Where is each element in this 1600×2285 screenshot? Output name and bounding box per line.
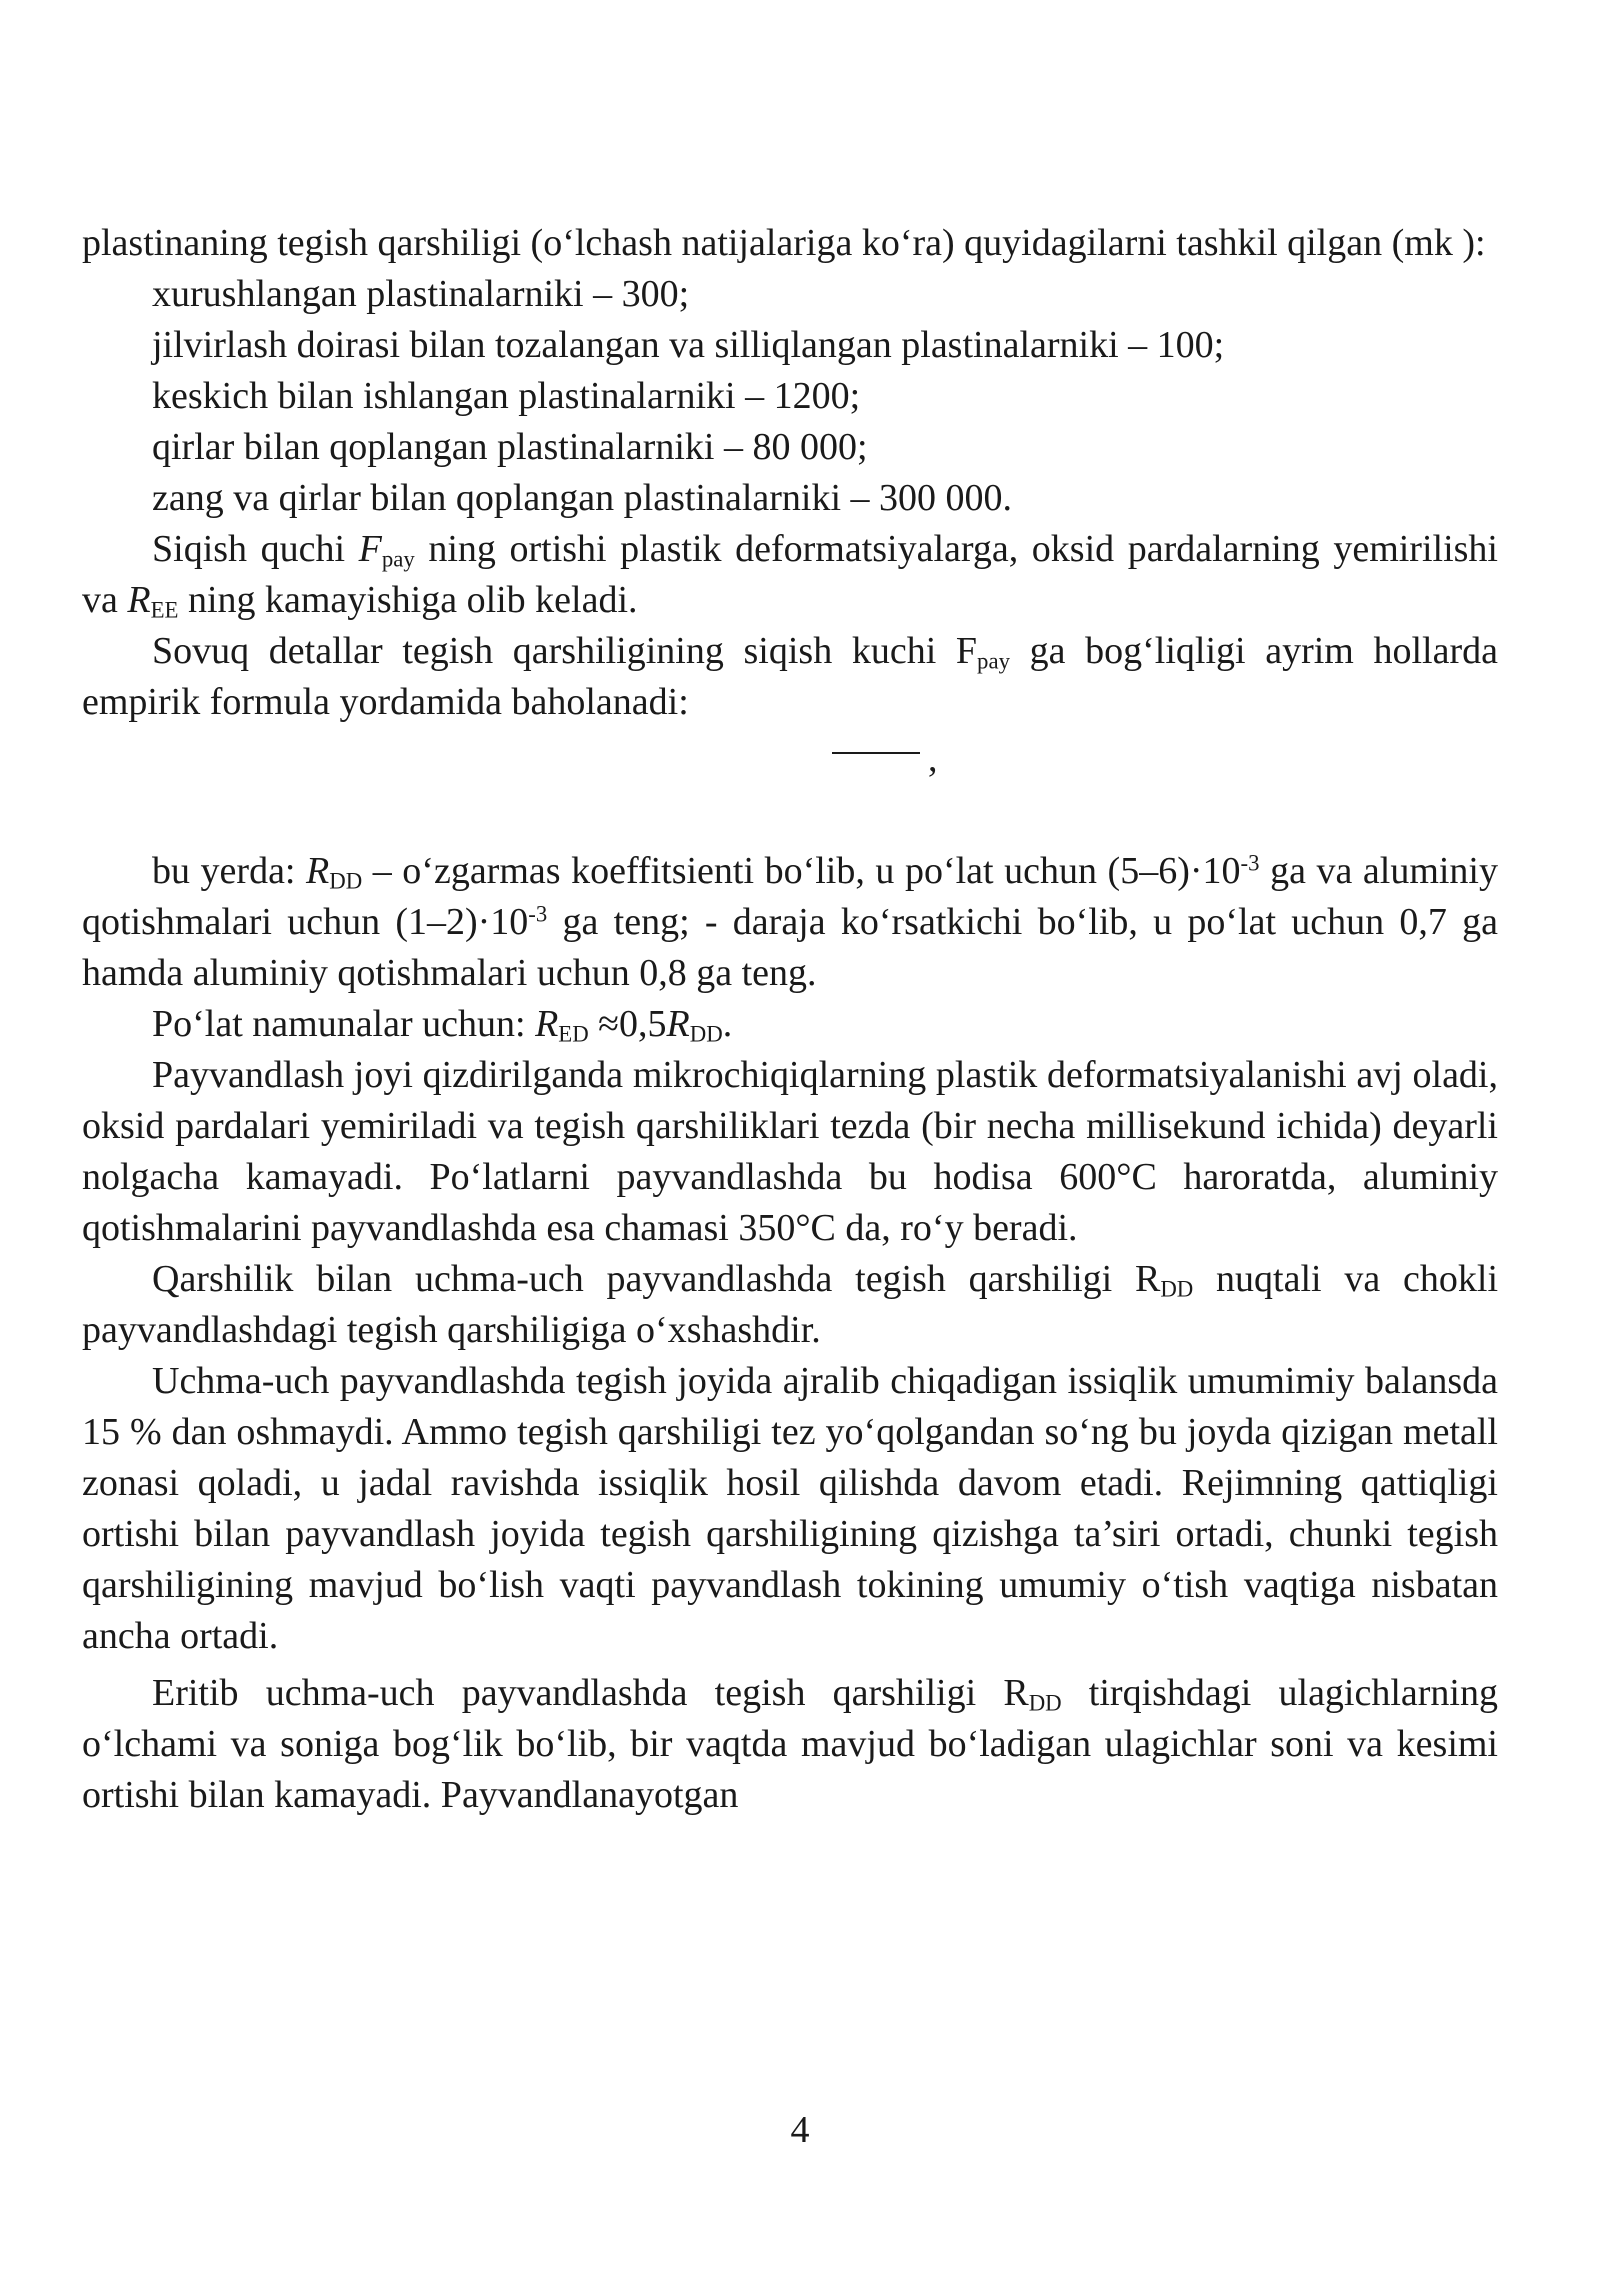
list-item: keskich bilan ishlangan plastinalarniki – 1200; bbox=[152, 375, 861, 417]
resistance-list bbox=[82, 269, 1498, 524]
formula bbox=[82, 728, 1498, 846]
paragraph-heating: Payvandlash joyi qizdirilganda mikrochiqiqlarning plastik deformatsiyalanishi avj oladi, oksid pardalari yemiriladi va tegish qarshiliklari tezda (bir necha millisekund ichida) deyarli nolgacha kamayadi. Po‘latlarni payvandlashda bu hodisa 600°C haroratda, aluminiy qotishmalarini payvandlashda esa chamasi 350°C da, ro‘y beradi. bbox=[82, 1054, 1498, 1249]
paragraph-intro: plastinaning tegish qarshiligi (o‘lchash natijalariga ko‘ra) quyidagilarni tashkil qilgan (mk ): bbox=[82, 222, 1486, 264]
paragraph-where: bu yerda: $R_{DD}$ – o‘zgarmas koeffitsienti bo‘lib, u po‘lat uchun $(5-6)\cdot 10^{-3}$ ga va aluminiy qotishmalari uchun $(1-2)\cdot 10^{-3}$ ga teng; - daraja ko‘rsatkichi bo‘lib, u po‘lat uchun 0,7 ga hamda aluminiy qotishmalari uchun 0,8 ga teng. bbox=[82, 850, 1498, 994]
formula-comma: , bbox=[928, 738, 938, 780]
paragraph-butt-resistance: Qarshilik bilan uchma-uch payvandlashda tegish qarshiligi $R_{DD}$ nuqtali va chokli payvandlashdagi tegish qarshiligiga o‘xshashdir. bbox=[82, 1258, 1498, 1351]
page-body bbox=[82, 218, 1498, 1821]
paragraph-force: Siqish quchi $F_{pay}$ ning ortishi plastik deformatsiyalarga, oksid pardalarning yemirilishi va $R_{EE}$ ning kamayishiga olib keladi. bbox=[82, 528, 1498, 623]
list-item: qirlar bilan qoplangan plastinalarniki – 80 000; bbox=[152, 426, 868, 468]
paragraph-steel-samples: Po‘lat namunalar uchun: $R_{ED} \approx 0,5R_{DD}$. bbox=[152, 1003, 733, 1047]
list-item: jilvirlash doirasi bilan tozalangan va silliqlangan plastinalarniki – 100; bbox=[152, 324, 1225, 366]
paragraph-flash-butt: Eritib uchma-uch payvandlashda tegish qarshiligi $R_{DD}$ tirqishdagi ulagichlarning o‘lchami va soniga bog‘lik bo‘lib, bir vaqtda mavjud bo‘ladigan ulagichlar soni va kesimi ortishi bilan kamayadi. Payvandlanayotgan bbox=[82, 1672, 1498, 1816]
list-item: xurushlangan plastinalarniki – 300; bbox=[152, 273, 690, 315]
list-item: zang va qirlar bilan qoplangan plastinalarniki – 300 000. bbox=[152, 477, 1013, 519]
paragraph-empirical: Sovuq detallar tegish qarshiligining siqish kuchi $F_{pay}$ ga bog‘liqligi ayrim hollarda empirik formula yordamida baholanadi: bbox=[82, 630, 1498, 723]
paragraph-heat-balance: Uchma-uch payvandlashda tegish joyida ajralib chiqadigan issiqlik umumimiy balansda 15 % dan oshmaydi. Ammo tegish qarshiligi tez yo‘qolgandan so‘ng bu joyda qizigan metall zonasi qoladi, u jadal ravishda issiqlik hosil qilishda davom etadi. Rejimning qattiqligi ortishi bilan payvandlash joyida tegish qarshiligining qizishga ta’siri ortadi, chunki tegish qarshiligining mavjud bo‘lish vaqti payvandlash tokining umumiy o‘tish vaqtiga nisbatan ancha ortadi. bbox=[82, 1360, 1498, 1657]
fraction-bar bbox=[832, 752, 920, 754]
page-number: 4 bbox=[790, 2109, 810, 2151]
